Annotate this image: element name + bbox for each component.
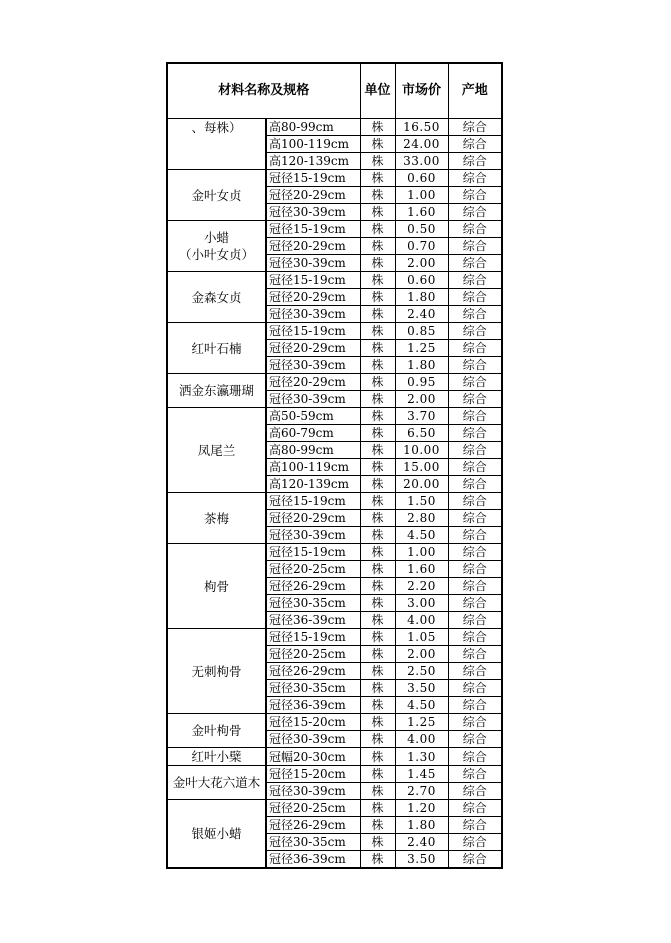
spec-cell: 冠径30-35cm <box>266 595 360 612</box>
price-cell: 1.80 <box>395 817 448 834</box>
spec-cell: 冠径20-29cm <box>266 374 360 391</box>
origin-cell: 综合 <box>448 153 502 170</box>
origin-cell: 综合 <box>448 646 502 663</box>
header-row <box>167 63 502 119</box>
origin-cell: 综合 <box>448 595 502 612</box>
spec-cell: 冠径30-39cm <box>266 306 360 323</box>
unit-cell: 株 <box>360 561 395 578</box>
spec-cell: 冠径30-39cm <box>266 255 360 272</box>
header-name-spec: 材料名称及规格 <box>167 63 360 119</box>
origin-cell: 综合 <box>448 272 502 289</box>
price-cell: 10.00 <box>395 442 448 459</box>
unit-cell: 株 <box>360 766 395 783</box>
unit-cell: 株 <box>360 255 395 272</box>
material-name: 红叶小檗 <box>191 749 242 764</box>
table-row <box>167 493 502 510</box>
spec-cell: 冠径30-35cm <box>266 680 360 697</box>
unit-cell: 株 <box>360 663 395 680</box>
price-cell: 1.50 <box>395 493 448 510</box>
spec-cell: 冠径15-19cm <box>266 221 360 238</box>
price-cell: 3.50 <box>395 851 448 869</box>
spec-cell: 冠径36-39cm <box>266 697 360 714</box>
unit-cell: 株 <box>360 834 395 851</box>
material-name-cell <box>167 493 266 544</box>
price-cell: 0.95 <box>395 374 448 391</box>
unit-cell: 株 <box>360 136 395 153</box>
price-cell: 1.20 <box>395 800 448 817</box>
unit-cell: 株 <box>360 391 395 408</box>
origin-cell: 综合 <box>448 663 502 680</box>
spec-cell: 高80-99cm <box>266 442 360 459</box>
unit-cell: 株 <box>360 221 395 238</box>
origin-cell: 综合 <box>448 783 502 800</box>
price-cell: 0.70 <box>395 238 448 255</box>
origin-cell: 综合 <box>448 306 502 323</box>
unit-cell: 株 <box>360 783 395 800</box>
unit-cell: 株 <box>360 527 395 544</box>
unit-cell: 株 <box>360 357 395 374</box>
material-name-cell <box>167 272 266 323</box>
unit-cell: 株 <box>360 170 395 187</box>
unit-cell: 株 <box>360 731 395 748</box>
origin-cell: 综合 <box>448 255 502 272</box>
spec-cell: 冠径15-19cm <box>266 544 360 561</box>
price-cell: 24.00 <box>395 136 448 153</box>
material-name: 红叶石楠 <box>191 340 242 356</box>
origin-cell: 综合 <box>448 187 502 204</box>
origin-cell: 综合 <box>448 714 502 731</box>
origin-cell: 综合 <box>448 766 502 783</box>
price-cell: 3.70 <box>395 408 448 425</box>
spec-cell: 冠径30-35cm <box>266 834 360 851</box>
spec-cell: 冠径36-39cm <box>266 851 360 869</box>
spec-cell: 冠径26-29cm <box>266 817 360 834</box>
origin-cell: 综合 <box>448 578 502 595</box>
material-name-cell <box>167 544 266 629</box>
price-cell: 1.80 <box>395 289 448 306</box>
price-cell: 0.60 <box>395 272 448 289</box>
spec-cell: 冠径20-29cm <box>266 238 360 255</box>
unit-cell: 株 <box>360 697 395 714</box>
material-name: 茶梅 <box>203 510 229 526</box>
material-name: 枸骨 <box>203 578 229 594</box>
table-row <box>167 170 502 187</box>
material-name: 金森女贞 <box>191 289 242 305</box>
spec-cell: 高60-79cm <box>266 425 360 442</box>
unit-cell: 株 <box>360 510 395 527</box>
origin-cell: 综合 <box>448 391 502 408</box>
material-name: 小蜡 <box>203 230 229 245</box>
origin-cell: 综合 <box>448 493 502 510</box>
unit-cell: 株 <box>360 748 395 766</box>
spec-cell: 冠径30-39cm <box>266 357 360 374</box>
price-cell: 20.00 <box>395 476 448 493</box>
unit-cell: 株 <box>360 306 395 323</box>
unit-cell: 株 <box>360 493 395 510</box>
origin-cell: 综合 <box>448 612 502 629</box>
price-cell: 1.00 <box>395 544 448 561</box>
price-cell: 2.00 <box>395 391 448 408</box>
price-cell: 1.60 <box>395 561 448 578</box>
price-cell: 1.80 <box>395 357 448 374</box>
table-row <box>167 408 502 425</box>
price-cell: 4.00 <box>395 731 448 748</box>
header-origin: 产地 <box>448 63 502 119</box>
origin-cell: 综合 <box>448 238 502 255</box>
material-name: 、每株） <box>191 120 242 135</box>
origin-cell: 综合 <box>448 408 502 425</box>
price-cell: 1.00 <box>395 187 448 204</box>
spec-cell: 冠径20-29cm <box>266 289 360 306</box>
price-cell: 0.85 <box>395 323 448 340</box>
spec-cell: 冠幅20-30cm <box>266 748 360 766</box>
unit-cell: 株 <box>360 578 395 595</box>
origin-cell: 综合 <box>448 136 502 153</box>
unit-cell: 株 <box>360 595 395 612</box>
origin-cell: 综合 <box>448 748 502 766</box>
spec-cell: 高80-99cm <box>266 119 360 136</box>
price-cell: 1.25 <box>395 714 448 731</box>
unit-cell: 株 <box>360 119 395 136</box>
origin-cell: 综合 <box>448 340 502 357</box>
unit-cell: 株 <box>360 289 395 306</box>
spec-cell: 冠径30-39cm <box>266 204 360 221</box>
material-name-cell <box>167 221 266 272</box>
table-row <box>167 714 502 731</box>
table-row <box>167 748 502 766</box>
origin-cell: 综合 <box>448 697 502 714</box>
material-name-cell <box>167 800 266 869</box>
unit-cell: 株 <box>360 408 395 425</box>
origin-cell: 综合 <box>448 204 502 221</box>
origin-cell: 综合 <box>448 289 502 306</box>
origin-cell: 综合 <box>448 510 502 527</box>
spec-cell: 冠径30-39cm <box>266 527 360 544</box>
unit-cell: 株 <box>360 153 395 170</box>
unit-cell: 株 <box>360 800 395 817</box>
origin-cell: 综合 <box>448 323 502 340</box>
origin-cell: 综合 <box>448 629 502 646</box>
material-name-alias: （小叶女贞） <box>178 247 254 262</box>
spec-cell: 冠径15-19cm <box>266 272 360 289</box>
origin-cell: 综合 <box>448 544 502 561</box>
unit-cell: 株 <box>360 476 395 493</box>
price-cell: 1.05 <box>395 629 448 646</box>
material-name-cell <box>167 119 266 170</box>
table-row <box>167 221 502 238</box>
spec-cell: 冠径15-19cm <box>266 629 360 646</box>
unit-cell: 株 <box>360 459 395 476</box>
spec-cell: 冠径30-39cm <box>266 783 360 800</box>
price-cell: 4.50 <box>395 697 448 714</box>
material-name-cell <box>167 408 266 493</box>
price-cell: 3.00 <box>395 595 448 612</box>
unit-cell: 株 <box>360 272 395 289</box>
material-name: 银姬小蜡 <box>191 826 242 841</box>
table-row <box>167 119 502 136</box>
header-unit: 单位 <box>360 63 395 119</box>
header-price: 市场价 <box>395 63 448 119</box>
origin-cell: 综合 <box>448 731 502 748</box>
origin-cell: 综合 <box>448 459 502 476</box>
material-name-cell <box>167 629 266 714</box>
origin-cell: 综合 <box>448 374 502 391</box>
origin-cell: 综合 <box>448 476 502 493</box>
unit-cell: 株 <box>360 187 395 204</box>
material-name: 金叶枸骨 <box>191 723 242 738</box>
price-cell: 16.50 <box>395 119 448 136</box>
spec-cell: 冠径20-29cm <box>266 340 360 357</box>
price-cell: 4.50 <box>395 527 448 544</box>
material-name-cell <box>167 766 266 800</box>
table-row <box>167 272 502 289</box>
spec-cell: 冠径15-20cm <box>266 714 360 731</box>
origin-cell: 综合 <box>448 817 502 834</box>
price-cell: 15.00 <box>395 459 448 476</box>
origin-cell: 综合 <box>448 834 502 851</box>
price-cell: 0.60 <box>395 170 448 187</box>
spec-cell: 冠径15-20cm <box>266 766 360 783</box>
material-name-cell <box>167 323 266 374</box>
table-row <box>167 323 502 340</box>
price-cell: 2.70 <box>395 783 448 800</box>
unit-cell: 株 <box>360 204 395 221</box>
price-cell: 2.40 <box>395 834 448 851</box>
price-cell: 2.00 <box>395 646 448 663</box>
price-cell: 1.45 <box>395 766 448 783</box>
table-row <box>167 766 502 783</box>
price-cell: 2.80 <box>395 510 448 527</box>
spec-cell: 冠径36-39cm <box>266 612 360 629</box>
unit-cell: 株 <box>360 714 395 731</box>
spec-cell: 高120-139cm <box>266 153 360 170</box>
origin-cell: 综合 <box>448 357 502 374</box>
unit-cell: 株 <box>360 340 395 357</box>
material-name: 金叶大花六道木 <box>172 775 261 790</box>
unit-cell: 株 <box>360 425 395 442</box>
table-row <box>167 544 502 561</box>
spec-cell: 冠径15-19cm <box>266 170 360 187</box>
spec-cell: 冠径26-29cm <box>266 663 360 680</box>
unit-cell: 株 <box>360 817 395 834</box>
spec-cell: 高100-119cm <box>266 459 360 476</box>
spec-cell: 高50-59cm <box>266 408 360 425</box>
unit-cell: 株 <box>360 612 395 629</box>
unit-cell: 株 <box>360 646 395 663</box>
spec-cell: 高120-139cm <box>266 476 360 493</box>
price-cell: 1.60 <box>395 204 448 221</box>
price-cell: 6.50 <box>395 425 448 442</box>
price-cell: 2.50 <box>395 663 448 680</box>
origin-cell: 综合 <box>448 851 502 869</box>
origin-cell: 综合 <box>448 170 502 187</box>
unit-cell: 株 <box>360 851 395 869</box>
table-body <box>167 119 502 869</box>
material-name: 无刺枸骨 <box>191 663 242 679</box>
price-cell: 1.30 <box>395 748 448 766</box>
unit-cell: 株 <box>360 629 395 646</box>
material-name: 金叶女贞 <box>191 187 242 203</box>
unit-cell: 株 <box>360 374 395 391</box>
table-row <box>167 374 502 391</box>
price-cell: 2.00 <box>395 255 448 272</box>
unit-cell: 株 <box>360 323 395 340</box>
spec-cell: 冠径20-25cm <box>266 646 360 663</box>
price-cell: 4.00 <box>395 612 448 629</box>
material-name-cell <box>167 170 266 221</box>
material-name-cell <box>167 714 266 748</box>
origin-cell: 综合 <box>448 800 502 817</box>
price-table <box>166 62 503 869</box>
spec-cell: 冠径20-25cm <box>266 800 360 817</box>
spec-cell: 冠径30-39cm <box>266 391 360 408</box>
material-name-cell <box>167 748 266 766</box>
spec-cell: 冠径15-19cm <box>266 493 360 510</box>
origin-cell: 综合 <box>448 680 502 697</box>
spec-cell: 冠径20-29cm <box>266 510 360 527</box>
price-cell: 0.50 <box>395 221 448 238</box>
unit-cell: 株 <box>360 238 395 255</box>
price-cell: 3.50 <box>395 680 448 697</box>
unit-cell: 株 <box>360 544 395 561</box>
spec-cell: 冠径15-19cm <box>266 323 360 340</box>
material-name: 洒金东瀛珊瑚 <box>178 383 254 398</box>
price-cell: 33.00 <box>395 153 448 170</box>
price-cell: 2.40 <box>395 306 448 323</box>
unit-cell: 株 <box>360 680 395 697</box>
material-name-cell <box>167 374 266 408</box>
origin-cell: 综合 <box>448 442 502 459</box>
price-cell: 2.20 <box>395 578 448 595</box>
spec-cell: 高100-119cm <box>266 136 360 153</box>
table-row <box>167 629 502 646</box>
material-name: 凤尾兰 <box>197 442 236 458</box>
price-cell: 1.25 <box>395 340 448 357</box>
unit-cell: 株 <box>360 442 395 459</box>
origin-cell: 综合 <box>448 527 502 544</box>
table-row <box>167 800 502 817</box>
spec-cell: 冠径26-29cm <box>266 578 360 595</box>
origin-cell: 综合 <box>448 425 502 442</box>
origin-cell: 综合 <box>448 119 502 136</box>
origin-cell: 综合 <box>448 561 502 578</box>
spec-cell: 冠径30-39cm <box>266 731 360 748</box>
origin-cell: 综合 <box>448 221 502 238</box>
spec-cell: 冠径20-29cm <box>266 187 360 204</box>
spec-cell: 冠径20-25cm <box>266 561 360 578</box>
